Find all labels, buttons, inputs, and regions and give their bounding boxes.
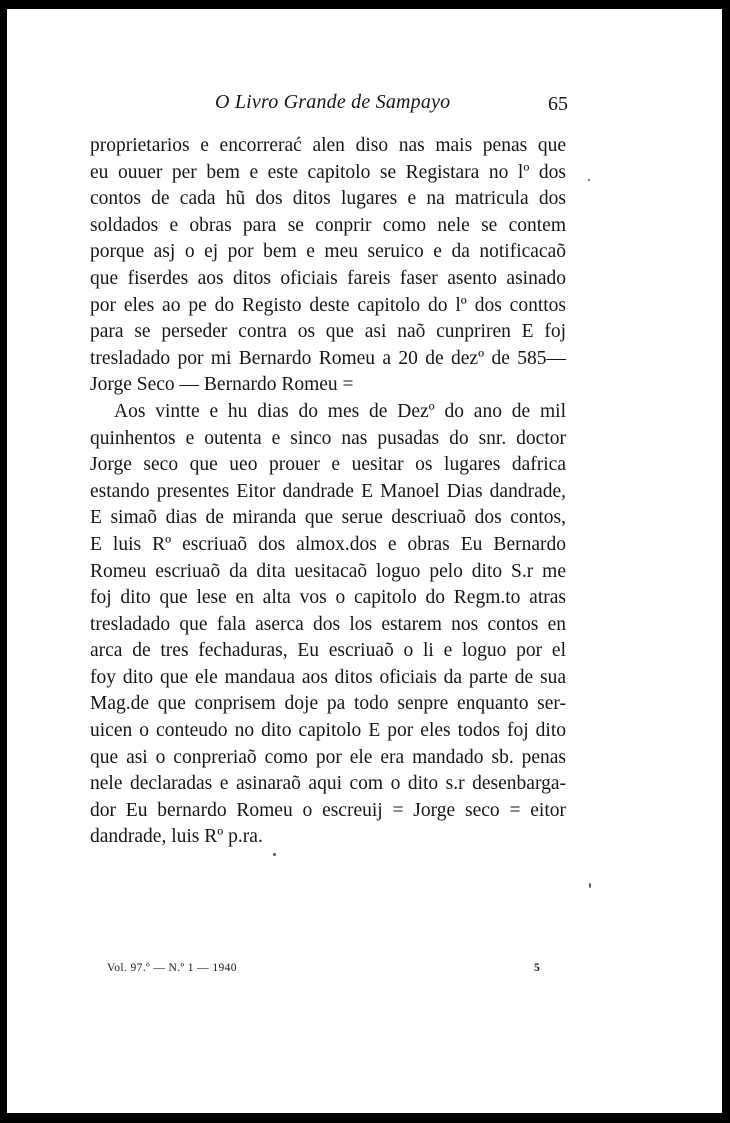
text-line: que asi o conpreriaõ como por ele era mandado sb. penas (90, 746, 566, 768)
page-footer (7, 962, 722, 982)
text-line: por eles ao pe do Registo deste capitolo do lº dos conttos (90, 294, 566, 316)
text-line: tresladado que fala aserca dos los estarem nos contos en (90, 613, 566, 635)
signature-mark: 5 (534, 962, 540, 974)
text-line: quinhentos e outenta e sinco nas pusadas do snr. doctor (90, 427, 566, 449)
text-line: foj dito que lese en alta vos o capitolo do Regm.to atras (90, 587, 566, 609)
running-head (7, 91, 722, 123)
text-line: Mag.de que conprisem doje pa todo senpre enquanto ser- (90, 693, 566, 715)
text-line: Jorge Seco — Bernardo Romeu = (90, 374, 354, 396)
text-line: uicen o conteudo no dito capitolo E por eles todos foj dito (90, 720, 566, 742)
scan-speck (589, 883, 591, 888)
text-line: proprietarios e encorrerać alen diso nas mais penas que (90, 135, 566, 156)
text-line: Romeu escriuaõ da dita uesitacaõ loguo pelo dito S.r me (90, 560, 566, 582)
text-line: soldados e obras para se conprir como nele se contem (90, 214, 566, 236)
page-number: 65 (548, 93, 568, 115)
scan-speck (588, 179, 590, 181)
text-line: contos de cada hũ dos ditos lugares e na matricula dos (90, 188, 566, 210)
text-line: porque asj o ej por bem e meu seruico e da notificacaõ (90, 241, 566, 263)
scan-speck (273, 853, 276, 856)
text-line: arca de tres fechaduras, Eu escriuaõ o li e loguo por el (90, 640, 566, 662)
text-line: nele declaradas e asinaraõ aqui com o dito s.r desenbarga- (90, 773, 566, 795)
text-line: E simaõ dias de miranda que serue descriuaõ dos contos, (90, 507, 566, 529)
volume-imprint: Vol. 97.º — N.º 1 — 1940 (107, 962, 237, 974)
text-line: tresladado por mi Bernardo Romeu a 20 de dezº de 585— (90, 347, 566, 369)
running-title: O Livro Grande de Sampayo (215, 91, 451, 113)
text-line: dandrade, luis Rº p.ra. (90, 826, 263, 848)
text-line: Jorge seco que ueo prouer e uesitar os lugares dafrica (90, 454, 566, 476)
body-text (90, 133, 566, 851)
book-page (7, 9, 722, 1113)
text-line: foy dito que ele mandaua aos ditos oficiais da parte de sua (90, 666, 566, 688)
text-line: para se perseder contra os que asi naõ cunpriren E foj (90, 321, 566, 343)
text-line: Aos vintte e hu dias do mes de Dezº do ano de mil (114, 400, 566, 422)
text-line: eu ouuer per bem e este capitolo se Registara no lº dos (90, 161, 566, 183)
text-line: dor Eu bernardo Romeu o escreuij = Jorge seco = eitor (90, 799, 566, 821)
text-line: que fiserdes aos ditos oficiais fareis faser asento asinado (90, 267, 566, 289)
text-line: E luis Rº escriuaõ dos almox.dos e obras Eu Bernardo (90, 533, 566, 555)
text-line: estando presentes Eitor dandrade E Manoel Dias dandrade, (90, 480, 566, 502)
